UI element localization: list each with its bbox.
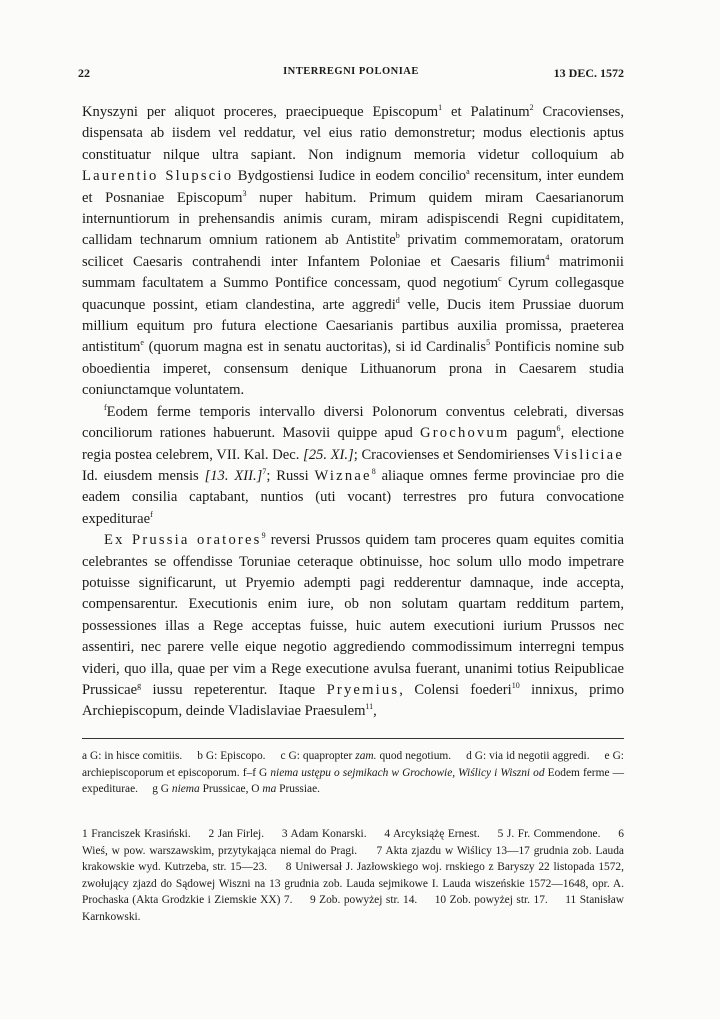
paragraph-1: Knyszyni per aliquot proceres, praecipueque Episcopum$^1$ et Palatinum$^2$ Cracovienses, dispensata ab iisdem vel reddatur, vel eius ratio demonstretur; modus electionis aptus constituatur nilque ultra sapiant. Non indignum memoria videtur colloquium ab Laurentio Slupscio Bydgostiensi Iudice in eodem concilio$^a$ recensitum, inter eundem et Posnaniae Episcopum$^3$ nuper habitum. Primum quidem miram Caesarianorum internuntiorum in prehensandis animis curam, miram adispiscendi Regni cupiditatem, callidam technarum omnium rationem ab Antistite$^b$ privatim commemoratam, oratorum scilicet Caesaris contrahendi inter Infantem Poloniae et Caesaris filium$^4$ matrimonii summam facultatem a Summo Pontifice concessam, quod negotium$^c$ Cyrum collegasque quacunque possint, etiam clandestina, arte aggredi$^d$ velle, Ducis item Prussiae duorum millium equitum pro futura electione Caesarianis partibus auxilia promissa, praeterea antistitum$^e$ (quorum magna est in senatu auctoritas), si id Cardinalis$^5$ Pontificis nomine sub oboedientia imperet, consensum denique Lithuanorum prona in Caesarem studia coniunctamque voluntatem. [82, 103, 625, 399]
main-text [82, 102, 624, 723]
footnote: 10 Zob. powyżej str. 17. [434, 894, 548, 907]
footnote: 6 Wieś, w pow. warszawskim, przytykająca niemal do Pragi. [82, 828, 624, 857]
footnote: 5 J. Fr. Commendone. [497, 828, 601, 840]
editorial-date: [13. XII.] [204, 467, 263, 484]
spaced-name: Pryemius [326, 681, 400, 698]
footnote: 7 Akta zjazdu w Wiślicy 13—17 grudnia zob. Lauda krakowskie wyd. Kutrzeba, str. 15—23. [82, 844, 624, 874]
spaced-name: Grochovum [420, 425, 510, 442]
running-title: INTERREGNI POLONIAE [283, 66, 419, 77]
spaced-name: Visliciae [553, 446, 624, 463]
footnote: 3 Adam Konarski. [281, 828, 367, 840]
variant-note: b G: Episcopo. [197, 750, 266, 762]
footnotes [82, 826, 624, 926]
footnote-divider [82, 738, 624, 739]
footnote: 8 Uniwersał J. Jazłowskiego woj. rnskiego z Baryszy 22 listopada 1572, zwołujący zjazd do Sądowej Wiszni na 13 grudnia zob. Lauda sejmikowe I. Lauda wiszeńskie 1572—1648, opr. A. Prochaska (Akta Grodzkie i Ziemskie XX) 7. [82, 861, 624, 907]
footnote: 9 Zob. powyżej str. 14. [309, 894, 418, 907]
variant-note: f–f G [242, 766, 268, 779]
variant-apparatus: a G: in hisce comitiis. b G: Episcopo. c G: quapropter zam. quod negotium. d G: via id negotii aggredi. e G: archiepiscoporum et episcoporum. f–f G niema ustępu o sejmikach w Grochowie, Wiślicy i Wiszni od Eodem ferme — expediturae. g G niema Prussicae, O ma Prussiae. [82, 750, 624, 795]
variant-note: a G: in hisce comitiis. [82, 750, 183, 762]
variant-note: d G: via id negotii aggredi. [466, 750, 590, 762]
paragraph-3: Ex Prussia oratores$^9$ reversi Prussos quidem tam proceres quam equites comitia celebrantes se offendisse Toruniae ceteraque obtinuisse, hoc solum ullo modo impetrare potuisse significarunt, ut Pryemio adempti pagi redderentur damnaque, inde accepta, compensarentur. Executionis enim iure, ob non solutam quartam redditum partem, possessiones illas a Rege acceptas fuisse, huic autem executioni iurium Prussos nec assentiri, nec parere velle eique negotio aggrediendo commodissimum interregni tempus videri, quo illa, quae per vim a Rege executione avulsa fuerant, unanimi totius Reipublicae Prussicae$^g$ iussu repeterentur. Itaque Pryemius, Colensi foederi$^{10}$ innixus, primo Archiepiscopum, deinde Vladislaviae Praesulem$^{11}$, [82, 531, 624, 720]
editorial-date: [25. XI.] [303, 446, 354, 463]
paragraph-2: $^f$Eodem ferme temporis intervallo diversi Polonorum conventus celebrati, diversas conciliorum rationes habuerunt. Masovii quippe apud Grochovum pagum$^6$, electione regia postea celebrem, VII. Kal. Dec. [25. XI.]; Cracovienses et Sendomirienses Visliciae Id. eiusdem mensis [13. XII.]$^7$; Russi Wiznae$^8$ aliaque omnes ferme provinciae pro die eadem consilia captabant, nuntios (uti vocant) terrestres pro futura convocatione expediturae$^f$ [82, 402, 625, 527]
header-date: 13 DEC. 1572 [553, 66, 624, 80]
footnote: 11 Stanisław Karnkowski. [82, 894, 624, 923]
page-number: 22 [78, 66, 90, 80]
running-header [78, 66, 624, 84]
variant-note: e G: archiepiscoporum et episcoporum. [82, 750, 624, 779]
spaced-name: Wiznae [314, 467, 372, 484]
footnote: 1 Franciszek Krasiński. [82, 828, 191, 840]
variant-note: c G: quapropter [280, 750, 353, 762]
footnote: 2 Jan Firlej. [208, 828, 265, 840]
variant-note: g G [152, 783, 170, 795]
spaced-name: Ex Prussia oratores [104, 532, 262, 549]
footnote: 4 Arcyksiążę Ernest. [384, 828, 480, 840]
spaced-name: Laurentio Slupscio [82, 168, 234, 185]
